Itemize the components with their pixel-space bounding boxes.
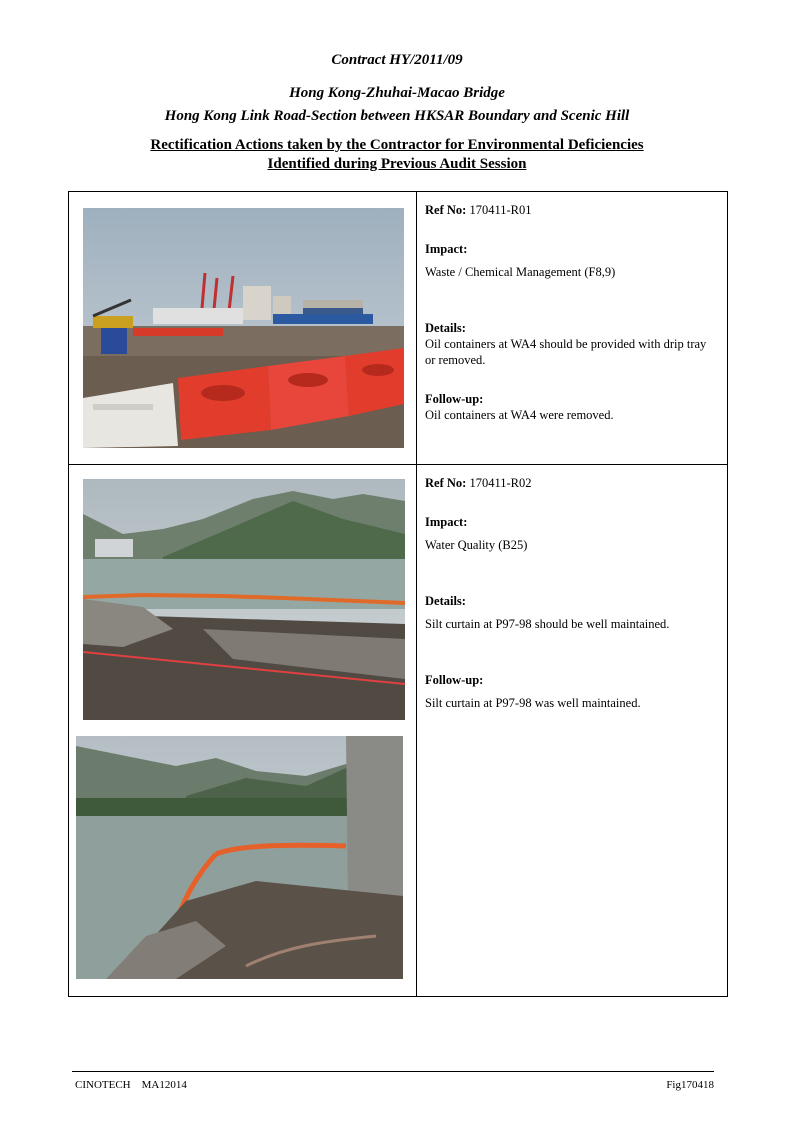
contract-title: Contract HY/2011/09 <box>331 52 463 68</box>
follow-up-value: Oil containers at WA4 were removed. <box>425 408 614 422</box>
footer-divider <box>72 1071 714 1072</box>
impact-label: Impact: <box>425 242 468 256</box>
details-value: Silt curtain at P97-98 should be well maintained. <box>425 617 670 632</box>
impact-value: Water Quality (B25) <box>425 538 528 553</box>
project-title-line-2: Hong Kong Link Road-Section between HKSAR Boundary and Scenic Hill <box>164 108 630 124</box>
photo-cell <box>69 192 417 465</box>
impact-label: Impact: <box>425 515 468 530</box>
details-cell <box>417 192 728 465</box>
ref-no-label: Ref No: <box>425 203 467 217</box>
follow-up-value: Silt curtain at P97-98 was well maintained. <box>425 696 641 711</box>
details-label: Details: <box>425 321 466 335</box>
impact-value: Waste / Chemical Management (F8,9) <box>425 265 616 279</box>
details-cell <box>417 465 728 997</box>
photo-cell <box>69 465 417 997</box>
site-photo-silt-curtain-1 <box>83 479 405 720</box>
ref-no-label: Ref No: <box>425 476 467 491</box>
subtitle-line-1: Rectification Actions taken by the Contractor for Environmental Deficiencies <box>150 137 644 153</box>
rectification-table <box>68 191 728 997</box>
ref-no-value: 170411-R02 <box>469 476 532 491</box>
footer-fig-no: Fig170418 <box>666 1079 714 1091</box>
ref-no-field <box>425 475 719 491</box>
site-photo-silt-curtain-2 <box>76 736 403 979</box>
details-value: Oil containers at WA4 should be provided with drip tray or removed. <box>425 337 707 367</box>
ref-no-value: 170411-R01 <box>469 203 532 217</box>
footer-doc-code: MA12014 <box>141 1079 187 1091</box>
details-label: Details: <box>425 594 466 609</box>
table-row <box>69 192 728 465</box>
follow-up-label: Follow-up: <box>425 392 484 406</box>
follow-up-label: Follow-up: <box>425 673 484 688</box>
table-row <box>69 465 728 997</box>
project-title-line-1: Hong Kong-Zhuhai-Macao Bridge <box>289 85 505 101</box>
site-photo-wa4 <box>83 208 404 448</box>
footer-left <box>75 1079 187 1091</box>
ref-no-field <box>425 202 719 218</box>
subtitle-line-2: Identified during Previous Audit Session <box>267 156 527 172</box>
footer-company: CINOTECH <box>75 1079 131 1091</box>
